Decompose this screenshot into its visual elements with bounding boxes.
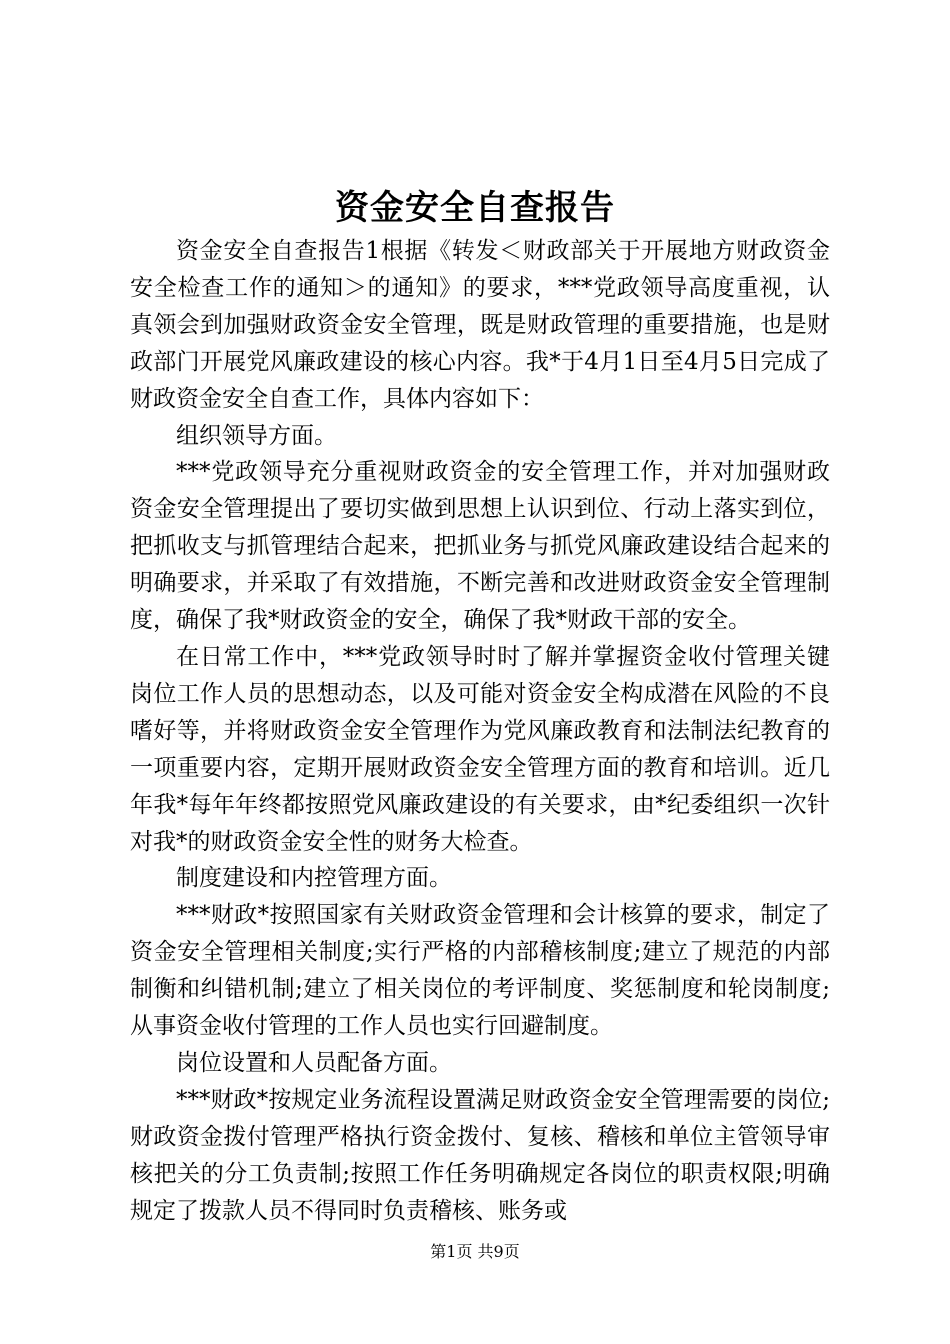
section-heading-system: 制度建设和内控管理方面。 bbox=[176, 865, 452, 892]
section-heading-leadership: 组织领导方面。 bbox=[176, 422, 337, 449]
document-title: 资金安全自查报告 bbox=[335, 188, 615, 228]
document-body bbox=[130, 233, 830, 1229]
section-heading-staffing: 岗位设置和人员配备方面。 bbox=[176, 1049, 452, 1076]
paragraph-daily-work: 在日常工作中，***党政领导时时了解并掌握资金收付管理关键岗位工作人员的思想动态，以及可能对资金安全构成潜在风险的不良嗜好等，并将财政资金安全管理作为党风廉政教育和法制法纪教育的一项重要内容，定期开展财政资金安全管理方面的教育和培训。近几年我*每年年终都按照党风廉政建设的有关要求，由*纪委组织一次针对我*的财政资金安全性的财务大检查。 bbox=[130, 643, 830, 855]
paragraph-intro: 资金安全自查报告1根据《转发＜财政部关于开展地方财政资金安全检查工作的通知＞的通知》的要求，***党政领导高度重视，认真领会到加强财政资金安全管理，既是财政管理的重要措施，也是财政部门开展党风廉政建设的核心内容。我*于4月1日至4月5日完成了财政资金安全自查工作，具体内容如下： bbox=[130, 238, 830, 412]
paragraph-staffing: ***财政*按规定业务流程设置满足财政资金安全管理需要的岗位;财政资金拨付管理严格执行资金拨付、复核、稽核和单位主管领导审核把关的分工负责制;按照工作任务明确规定各岗位的职责权限;明确规定了拨款人员不得同时负责稽核、账务或 bbox=[130, 1086, 830, 1224]
page-footer: 第1页 共9页 bbox=[430, 1242, 520, 1261]
paragraph-leadership: ***党政领导充分重视财政资金的安全管理工作，并对加强财政资金安全管理提出了要切实做到思想上认识到位、行动上落实到位，把抓收支与抓管理结合起来，把抓业务与抓党风廉政建设结合起来的明确要求，并采取了有效措施，不断完善和改进财政资金安全管理制度，确保了我*财政资金的安全，确保了我*财政干部的安全。 bbox=[130, 459, 830, 634]
paragraph-system: ***财政*按照国家有关财政资金管理和会计核算的要求，制定了资金安全管理相关制度;实行严格的内部稽核制度;建立了规范的内部制衡和纠错机制;建立了相关岗位的考评制度、奖惩制度和轮岗制度;从事资金收付管理的工作人员也实行回避制度。 bbox=[130, 902, 830, 1040]
